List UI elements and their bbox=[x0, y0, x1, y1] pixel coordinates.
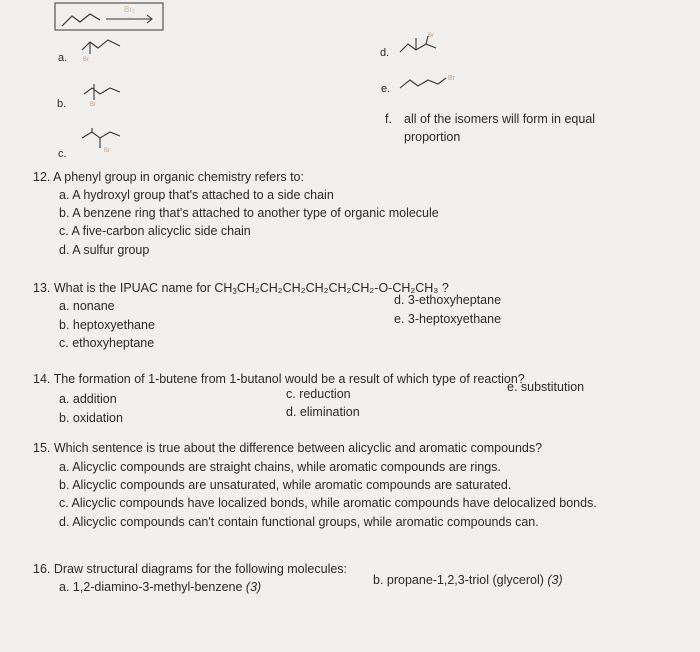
svg-text:Br: Br bbox=[90, 102, 96, 108]
q15-option-d: d. Alicyclic compounds can't contain functional groups, while aromatic compounds can. bbox=[59, 515, 539, 529]
q13-option-c: c. ethoxyheptane bbox=[59, 336, 155, 350]
q11-option-c-structure bbox=[80, 124, 128, 154]
q14-option-a: a. addition bbox=[59, 392, 117, 406]
q14-option-c: c. reduction bbox=[286, 387, 351, 401]
q16-option-a-marks: (3) bbox=[245, 580, 262, 594]
q13-option-b: b. heptoxyethane bbox=[59, 318, 155, 332]
q11-option-b-structure bbox=[82, 80, 128, 110]
reagent-label: Br₂ bbox=[124, 5, 136, 14]
reaction-box bbox=[54, 2, 166, 32]
q15-option-b: b. Alicyclic compounds are unsaturated, while aromatic compounds are saturated. bbox=[59, 478, 512, 492]
svg-text:Br: Br bbox=[448, 75, 455, 82]
q16-option-a bbox=[59, 580, 261, 595]
q14-option-b: b. oxidation bbox=[59, 411, 123, 425]
q14-option-d: d. elimination bbox=[286, 405, 360, 419]
q13-option-d: d. 3-ethoxyheptane bbox=[394, 293, 502, 307]
reagent-light: ◦ bbox=[128, 15, 131, 22]
q12-option-b: b. A benzene ring that's attached to another type of organic molecule bbox=[59, 206, 439, 220]
q11-option-f-text-2: proportion bbox=[404, 130, 461, 144]
q11-option-c-label: c. bbox=[58, 148, 67, 160]
q13-option-e: e. 3-heptoxyethane bbox=[394, 312, 502, 326]
q16-option-a-text: a. 1,2-diamino-3-methyl-benzene bbox=[59, 580, 246, 594]
q11-option-e-label: e. bbox=[381, 83, 391, 95]
q16-option-b bbox=[373, 573, 563, 588]
svg-text:Br: Br bbox=[104, 148, 110, 154]
q15-option-a: a. Alicyclic compounds are straight chains, while aromatic compounds are rings. bbox=[59, 460, 501, 474]
q13-subscript: 3 bbox=[232, 287, 237, 296]
q13-option-a: a. nonane bbox=[59, 299, 115, 313]
q12-stem: 12. A phenyl group in organic chemistry refers to: bbox=[33, 170, 304, 184]
q15-option-c: c. Alicyclic compounds have localized bonds, while aromatic compounds have delocalized bonds. bbox=[59, 496, 597, 510]
q11-option-b-label: b. bbox=[57, 98, 67, 110]
q11-option-a-structure bbox=[80, 30, 130, 64]
svg-text:Br: Br bbox=[428, 33, 434, 39]
q11-option-f-label: f. bbox=[385, 112, 392, 126]
q12-option-c: c. A five-carbon alicyclic side chain bbox=[59, 224, 251, 238]
q16-option-b-text: b. propane-1,2,3-triol (glycerol) bbox=[373, 573, 548, 587]
q12-option-a: a. A hydroxyl group that's attached to a side chain bbox=[59, 188, 334, 202]
q16-stem: 16. Draw structural diagrams for the following molecules: bbox=[33, 562, 348, 576]
q13-formula: CH₂CH₂CH₂CH₂CH₂CH₂-O-CH₂CH₃ ? bbox=[236, 281, 449, 295]
q16-option-b-marks: (3) bbox=[547, 573, 563, 587]
q12-option-d: d. A sulfur group bbox=[59, 243, 150, 257]
q11-option-f-text-1: all of the isomers will form in equal bbox=[404, 112, 596, 126]
q15-stem: 15. Which sentence is true about the difference between alicyclic and aromatic compounds? bbox=[33, 441, 543, 455]
q11-option-d-structure bbox=[398, 30, 444, 60]
q11-option-e-structure bbox=[398, 70, 468, 94]
q11-option-d-label: d. bbox=[380, 47, 390, 59]
q14-stem: 14. The formation of 1-butene from 1-butanol would be a result of which type of reaction? bbox=[33, 372, 525, 386]
q13-stem-prefix: 13. What is the IPUAC name for CH bbox=[33, 281, 233, 295]
svg-text:Br: Br bbox=[83, 57, 89, 63]
q14-option-e: e. substitution bbox=[507, 380, 585, 394]
q13-stem bbox=[33, 281, 449, 299]
q11-option-a-label: a. bbox=[58, 52, 68, 64]
